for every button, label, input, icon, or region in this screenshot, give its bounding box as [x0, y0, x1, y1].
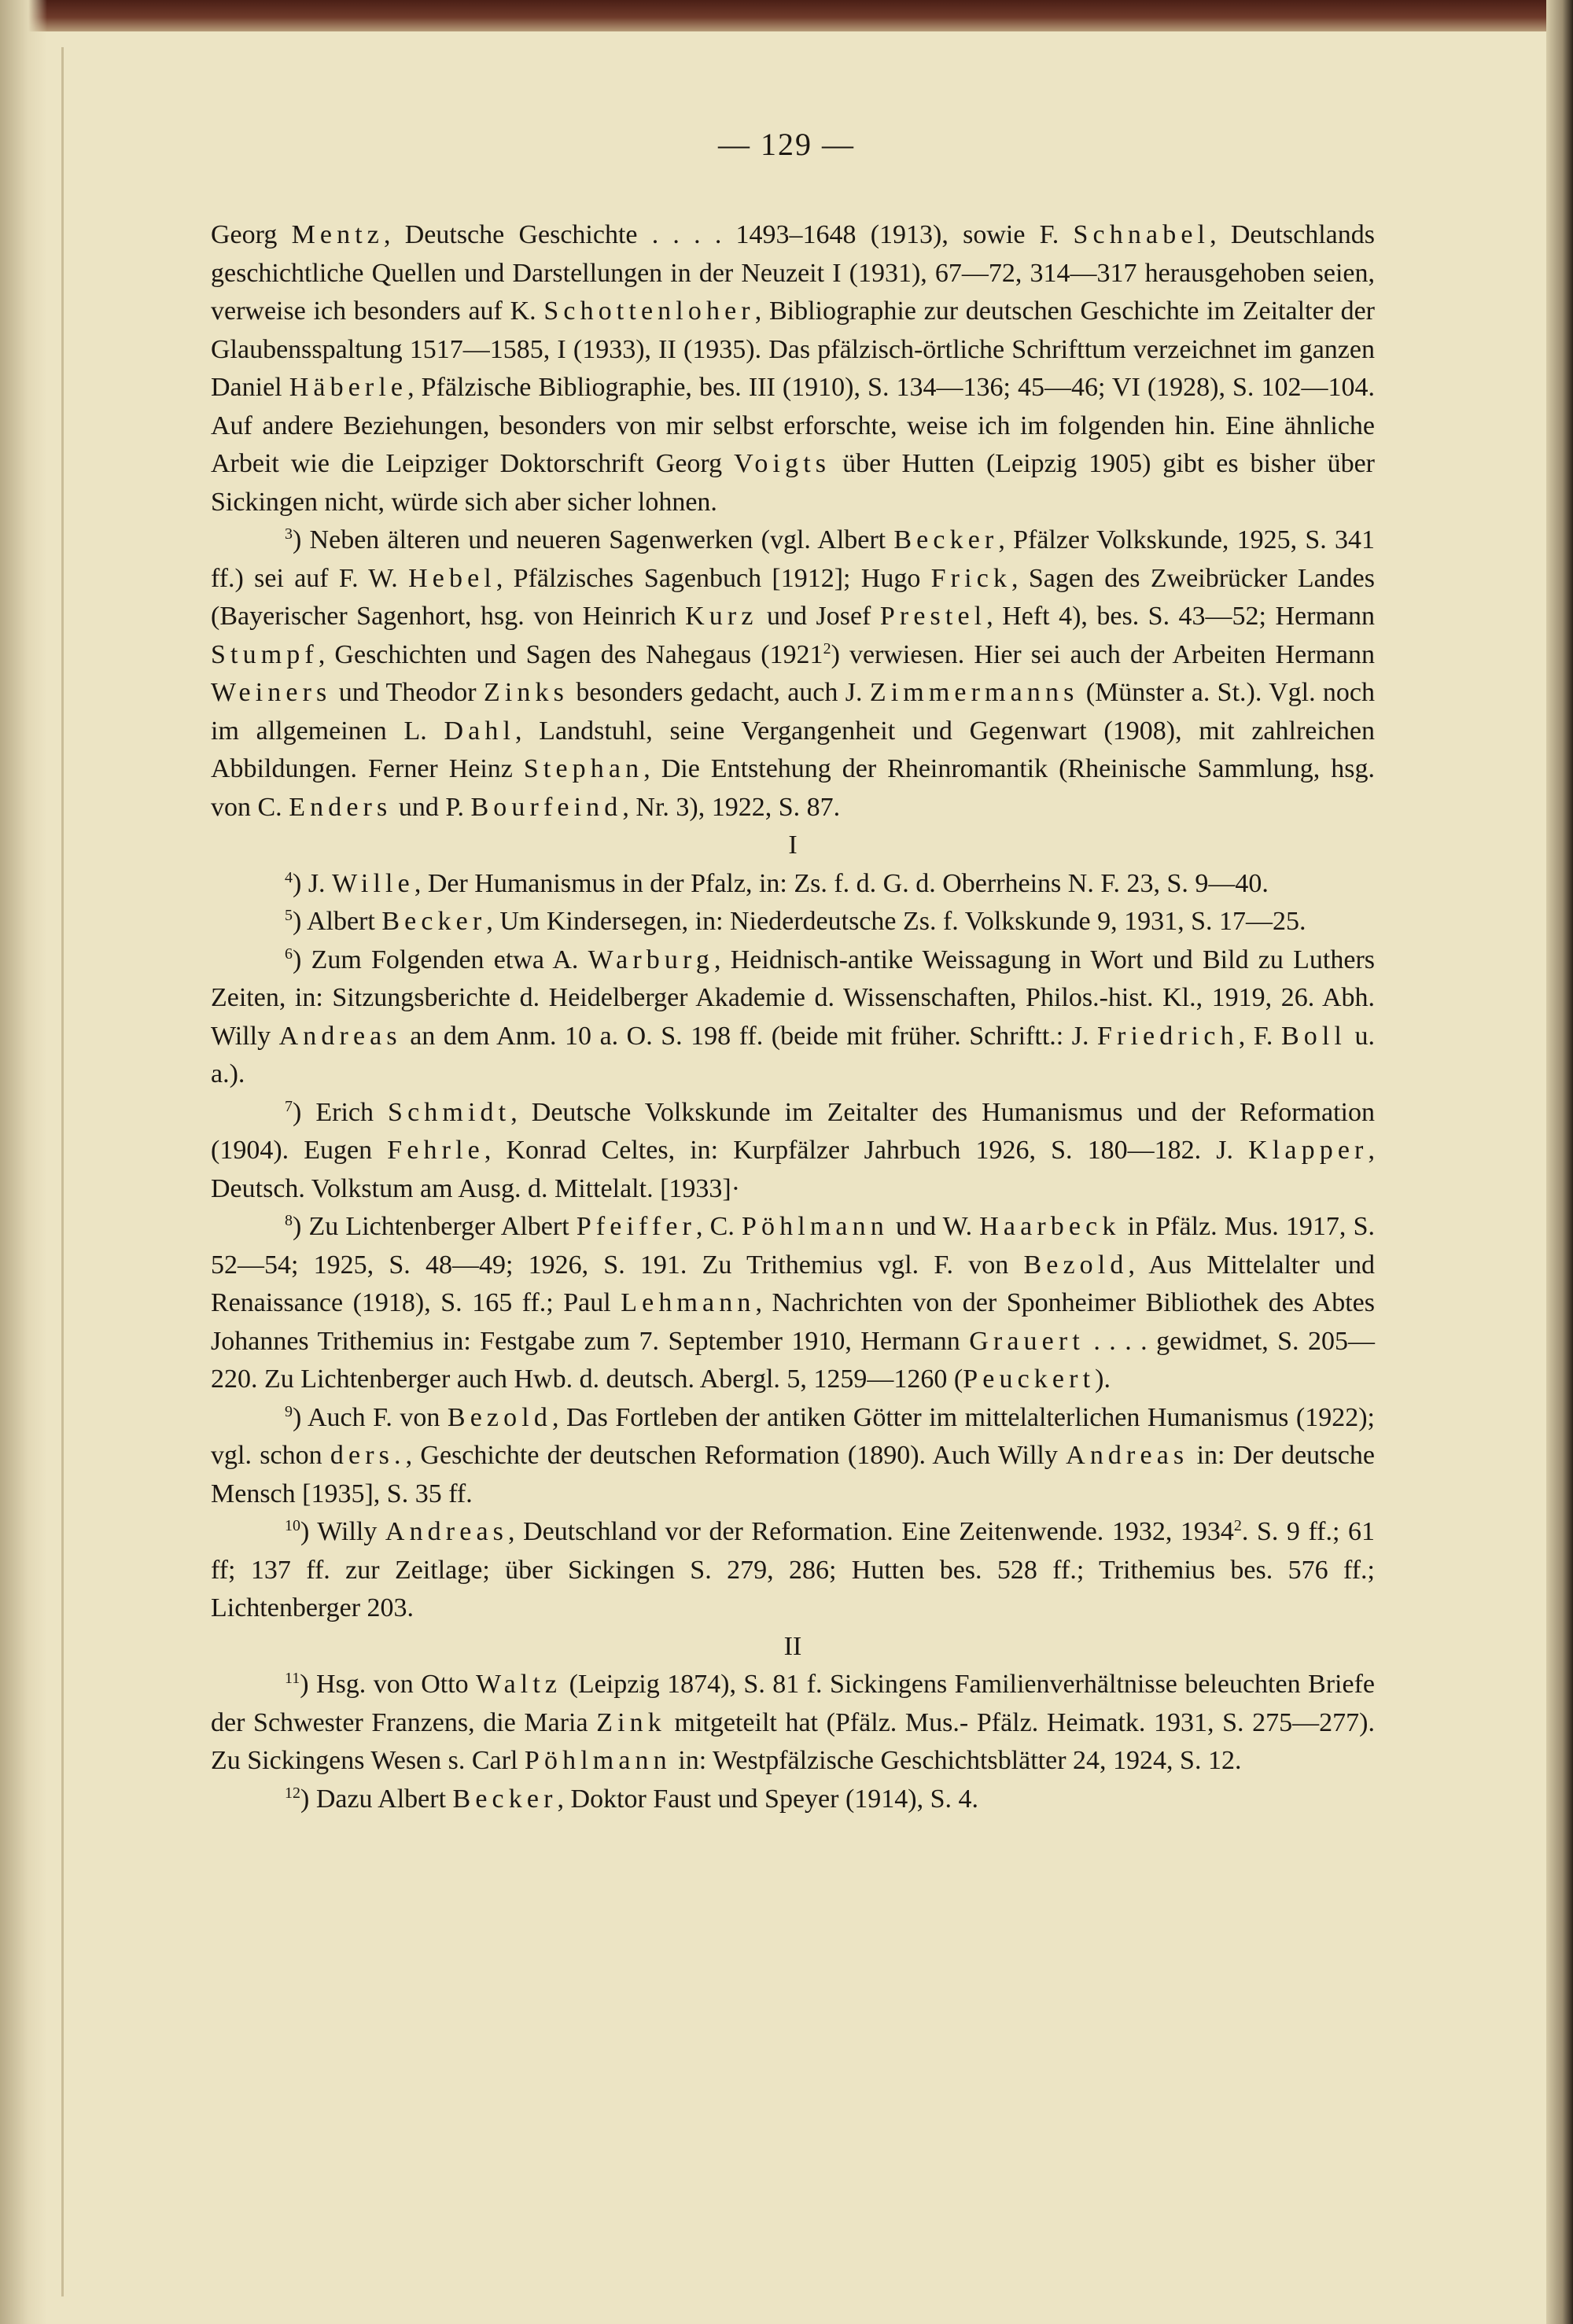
- text-run: . S. 9 ff.; 61 ff; 137 ff. zur Zeitlage; über Sickingen S. 279, 286; Hutten bes. 528 ff.; Trithemius bes. 576 ff.; Lichtenberger 203.: [211, 1517, 1375, 1622]
- text-run: ) Zu Lichtenberger Albert: [293, 1212, 577, 1241]
- binding-edge: [0, 0, 1573, 31]
- author-name: Mentz: [291, 220, 385, 249]
- author-name: Prestel: [879, 602, 987, 631]
- text-run: über Hutten (Leipzig 1905) gibt es bisher über Sickingen nicht, würde sich aber sicher lohnen.: [211, 449, 1376, 517]
- author-name: Zinks: [483, 678, 569, 707]
- footnote-number: 7: [285, 1097, 293, 1115]
- author-name: Bezold: [447, 1402, 552, 1432]
- author-name: Warburg: [588, 945, 714, 974]
- author-name: Boll: [1280, 1021, 1346, 1051]
- text-run: (Münster a. St.). Vgl. noch im allgemeinen L.: [211, 678, 1375, 746]
- text-run: , Deutsche Volkskunde im Zeitalter des Humanismus und der Reformation (1904). Eugen: [211, 1097, 1375, 1165]
- text-run: in: Westpfälzische Geschichtsblätter 24, 1924, S. 12.: [671, 1746, 1242, 1775]
- margin-mark: [41, 149, 72, 160]
- text-run: ) Hsg. von Otto: [300, 1670, 477, 1699]
- author-name: Zimmermanns: [869, 678, 1079, 707]
- author-name: Fehrle: [387, 1136, 484, 1165]
- margin-mark: [41, 1168, 72, 1179]
- author-name: Klapper: [1248, 1136, 1369, 1165]
- text-run: , Deutsche Geschichte . . . . 1493–1648 (1913), sowie F.: [384, 220, 1074, 249]
- footnote: [211, 1208, 1375, 1399]
- text-run: , Aus Mittelalter und Renaissance (1918), S. 165 ff.; Paul: [211, 1250, 1375, 1317]
- author-name: Andreas: [1066, 1441, 1189, 1470]
- author-name: Zink: [596, 1707, 666, 1737]
- text-run: ) verwiesen. Hier sei auch der Arbeiten Hermann: [831, 639, 1375, 669]
- author-name: Weiners: [211, 678, 332, 707]
- footnote-number: 11: [285, 1670, 300, 1687]
- text-run: , Nr. 3), 1922, S. 87.: [622, 792, 841, 822]
- margin-mark: [41, 1868, 72, 1879]
- author-name: Pfeiffer: [576, 1212, 696, 1241]
- footnotes-body: [211, 216, 1375, 1818]
- text-run: ) J.: [293, 868, 333, 898]
- text-run: , Geschichte der deutschen Reformation (1890). Auch Willy: [405, 1441, 1066, 1470]
- author-name: Andreas: [385, 1517, 509, 1546]
- text-run: , Bibliographie zur deutschen Geschichte im Zeitalter der Glaubensspaltung 1517—1585, I (1933), II (1935). Das pfälzisch-örtliche Schrifttum verzeichnet im ganzen Daniel: [211, 296, 1375, 402]
- text-run: . . . . gewidmet, S. 205—220. Zu Lichtenberger auch Hwb. d. deutsch. Abergl. 5, 1259—1260 (: [211, 1326, 1375, 1394]
- text-run: , Deutschlands geschichtliche Quellen und Darstellungen in der Neuzeit I (1931), 67—72, 314—317 herausgehoben seien, verweise ich besonders auf K.: [211, 220, 1375, 326]
- footnote: [211, 865, 1375, 904]
- author-name: Häberle: [289, 373, 408, 402]
- page-gutter: [0, 0, 47, 2324]
- text-run: besonders gedacht, auch J.: [569, 678, 870, 707]
- footnote-number: 12: [285, 1784, 300, 1802]
- text-run: , Das Fortleben der antiken Götter im mittelalterlichen Humanismus (1922); vgl. schon: [211, 1402, 1375, 1470]
- text-run: in Pfälz. Mus. 1917, S. 52—54; 1925, S. 48—49; 1926, S. 191. Zu Trithemius vgl. F. von: [211, 1212, 1375, 1280]
- author-name: Pöhlmann: [742, 1212, 889, 1241]
- text-run: (Leipzig 1874), S. 81 f. Sickingens Familienverhältnisse beleuchten Briefe der Schwester Franzens, die Maria: [211, 1670, 1375, 1737]
- text-run: , Heft 4), bes. S. 43—52; Hermann: [986, 602, 1375, 631]
- author-name: Andreas: [278, 1021, 402, 1051]
- text-run: , Landstuhl, seine Vergangenheit und Gegenwart (1908), mit zahlreichen Abbildungen. Ferner Heinz: [211, 716, 1376, 783]
- footnote-number: 2: [823, 639, 831, 657]
- author-name: Bourfeind: [470, 792, 623, 822]
- author-name: Friedrich: [1096, 1021, 1239, 1051]
- footnote: [211, 1399, 1375, 1514]
- text-run: und Josef: [757, 602, 880, 631]
- text-run: , Deutsch. Volkstum am Ausg. d. Mittelalt. [1933]·: [211, 1136, 1375, 1203]
- author-name: Kurz: [685, 602, 758, 631]
- text-run: , Sagen des Zweibrücker Landes (Bayerischer Sagenhort, hsg. von Heinrich: [211, 563, 1376, 631]
- text-run: ) Albert: [293, 907, 382, 936]
- text-run: ) Auch F. von: [293, 1402, 448, 1432]
- author-name: Lehmann: [621, 1288, 756, 1317]
- text-run: , C.: [695, 1212, 742, 1241]
- text-run: ).: [1095, 1365, 1111, 1394]
- footnote-number: 3: [285, 525, 293, 543]
- text-run: Georg: [211, 220, 292, 249]
- page-number: — 129 —: [718, 127, 855, 162]
- footnote: [211, 941, 1375, 1094]
- footnote: [211, 1094, 1375, 1209]
- text-run: , Pfälzische Bibliographie, bes. III (1910), S. 134—136; 45—46; VI (1928), S. 102—104. Auf andere Beziehungen, besonders von mir selbst erforschte, weise ich im folgenden hin. Eine ähnliche Arbeit wie die Leipziger Doktorschrift Georg: [211, 373, 1375, 478]
- author-name: Stumpf: [211, 639, 319, 669]
- author-name: Bezold: [1023, 1250, 1129, 1280]
- author-name: Becker: [381, 907, 487, 936]
- text-run: , Die Entstehung der Rheinromantik (Rheinische Sammlung, hsg. von C.: [211, 754, 1375, 822]
- author-name: Dahl: [444, 716, 516, 746]
- margin-mark: [41, 456, 72, 467]
- text-run: ) Neben älteren und neueren Sagenwerken (vgl. Albert: [293, 525, 894, 554]
- text-run: , Nachrichten von der Sponheimer Bibliothek des Abtes Johannes Trithemius in: Festgabe zum 7. September 1910, Hermann: [211, 1288, 1375, 1356]
- text-run: , Der Humanismus in der Pfalz, in: Zs. f. d. G. d. Oberrheins N. F. 23, S. 9—40.: [414, 868, 1269, 898]
- text-run: , Um Kindersegen, in: Niederdeutsche Zs. f. Volkskunde 9, 1931, S. 17—25.: [486, 907, 1306, 936]
- footnote: [211, 1781, 1375, 1819]
- page-edge-shadow: [1546, 0, 1573, 2324]
- text-run: und W.: [888, 1212, 980, 1241]
- text-run: und Theodor: [331, 678, 484, 707]
- footnote-number: 10: [285, 1517, 300, 1534]
- author-name: Pöhlmann: [524, 1746, 672, 1775]
- author-name: Grauert: [969, 1326, 1085, 1356]
- text-run: an dem Anm. 10 a. O. S. 198 ff. (beide mit früher. Schriftt.: J.: [401, 1021, 1097, 1051]
- author-name: Frick: [930, 563, 1012, 593]
- text-run: , Pfälzer Volkskunde, 1925, S. 341 ff.) sei auf F. W.: [211, 525, 1375, 593]
- author-name: Schmidt: [388, 1097, 511, 1127]
- section-heading: I: [788, 831, 798, 860]
- text-run: , Konrad Celtes, in: Kurpfälzer Jahrbuch 1926, S. 180—182. J.: [484, 1136, 1249, 1165]
- author-name: Waltz: [476, 1670, 562, 1699]
- footnote: [211, 1513, 1375, 1628]
- text-run: , Geschichten und Sagen des Nahegaus (1921: [318, 639, 823, 669]
- author-name: Becker: [452, 1784, 558, 1814]
- footnote-continuation: [211, 216, 1375, 521]
- author-name: ders.: [330, 1441, 406, 1470]
- text-run: , F.: [1238, 1021, 1281, 1051]
- author-name: Peuckert: [963, 1365, 1096, 1394]
- author-name: Schottenloher: [543, 296, 755, 326]
- text-run: , Doktor Faust und Speyer (1914), S. 4.: [557, 1784, 979, 1814]
- author-name: Becker: [893, 525, 999, 554]
- footnote-number: 9: [285, 1402, 293, 1420]
- text-run: mitgeteilt hat (Pfälz. Mus.- Pfälz. Heimatk. 1931, S. 275—277). Zu Sickingens Wesen s. Carl: [211, 1707, 1375, 1775]
- author-name: Haarbeck: [979, 1212, 1121, 1241]
- footnote-number: 4: [285, 868, 293, 886]
- footnote: [211, 521, 1375, 827]
- author-name: Hebel: [408, 563, 496, 593]
- footnote-number: 5: [285, 907, 293, 924]
- footnote: [211, 903, 1375, 941]
- text-run: , Deutschland vor der Reformation. Eine Zeitenwende. 1932, 1934: [508, 1517, 1234, 1546]
- text-run: und P.: [392, 792, 471, 822]
- footnote-number: 8: [285, 1212, 293, 1229]
- text-run: ) Willy: [300, 1517, 385, 1546]
- author-name: Schnabel: [1073, 220, 1210, 249]
- author-name: Wille: [332, 868, 414, 898]
- text-run: , Heidnisch-antike Weissagung in Wort und Bild zu Luthers Zeiten, in: Sitzungsberichte d. Heidelberger Akademie d. Wissenschaften, Philos.-hist. Kl., 1919, 26. Abh. Willy: [211, 945, 1375, 1051]
- footnote-number: 2: [1233, 1517, 1242, 1534]
- footnote: [211, 1666, 1375, 1781]
- text-run: u. a.).: [211, 1021, 1376, 1088]
- author-name: Voigts: [734, 449, 831, 478]
- text-run: in: Der deutsche Mensch [1935], S. 35 ff.: [211, 1441, 1375, 1508]
- author-name: Enders: [289, 792, 392, 822]
- section-heading: II: [783, 1631, 802, 1661]
- text-run: ) Erich: [293, 1097, 389, 1127]
- text-run: ) Zum Folgenden etwa A.: [293, 945, 588, 974]
- text-run: ) Dazu Albert: [300, 1784, 453, 1814]
- text-run: , Pfälzisches Sagenbuch [1912]; Hugo: [495, 563, 931, 593]
- footnote-number: 6: [285, 945, 293, 963]
- author-name: Stephan: [523, 754, 644, 783]
